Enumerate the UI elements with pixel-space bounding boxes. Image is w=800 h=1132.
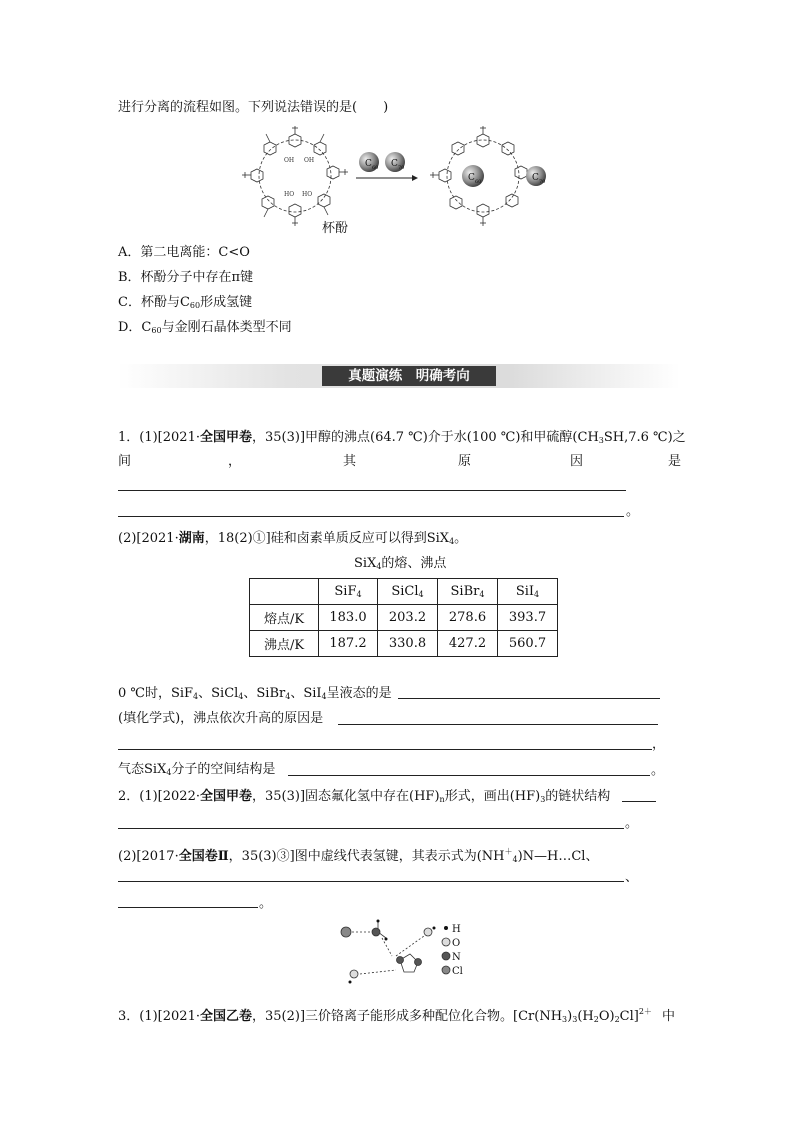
q1-shape-end: 。 (651, 763, 665, 778)
option-b: B．杯酚分子中存在π键 (118, 270, 254, 285)
n-atom (415, 959, 422, 966)
table-header: SiF$_4$ (319, 579, 378, 605)
table-cell: 427.2 (438, 631, 498, 657)
legend-cl: Cl (452, 966, 463, 977)
ho-label: HO (302, 191, 313, 198)
q2-answer-line[interactable] (118, 828, 624, 829)
q1-part2: (2)[2021·湖南，18(2)①]硅和卤素单质反应可以得到SiX$_4$。 (118, 531, 468, 546)
q2-part2-end: 。 (259, 896, 273, 911)
table-row (250, 605, 558, 631)
table-header: SiI$_4$ (498, 579, 558, 605)
q1-reason-question: (填化学式)，沸点依次升高的原因是 (118, 711, 324, 726)
q1-line1: 1．(1)[2021·全国甲卷，35(3)]甲醇的沸点(64.7 ℃)介于水(100 ℃)和甲硫醇($CH_3SH,7.6$ ℃)之 (118, 430, 686, 445)
q1-shape-answer[interactable] (288, 775, 650, 776)
melting-boiling-table (249, 578, 558, 657)
q2-part2-answer2[interactable] (118, 907, 258, 908)
h-atom (385, 938, 388, 941)
legend-n-icon (442, 952, 450, 960)
hydrogen-bond-figure (334, 916, 474, 988)
h-atom (377, 920, 380, 923)
section-banner-title: 真题演练 明确考向 (322, 366, 496, 386)
cl-atom (341, 927, 351, 937)
legend-n: N (452, 952, 461, 963)
o-atom (424, 928, 432, 936)
calixarene-figure (240, 124, 560, 240)
q2-line1: 2．(1)[2022·全国甲卷，35(3)]固态氟化氢中存在$(HF)_n$形式，画出$(HF)_3$的链状结构 (118, 789, 611, 804)
legend-o: O (452, 938, 461, 949)
q1-answer-line1[interactable] (118, 490, 626, 491)
q2-part2-sep: 、 (625, 870, 639, 885)
n-atom (372, 928, 380, 936)
ho-label: HO (284, 191, 295, 198)
c60-sub: 60 (372, 165, 379, 171)
q2-answer-inline[interactable] (622, 801, 656, 802)
h-atom (433, 927, 436, 930)
q1-answer-line2[interactable] (118, 516, 624, 517)
calixarene-label: 杯酚 (322, 221, 349, 236)
table-row (250, 631, 558, 657)
c70-free-sub: 70 (539, 179, 546, 185)
table-cell: 183.0 (319, 605, 378, 631)
q1-shape-question: 气态SiX$_4$分子的空间结构是 (118, 762, 276, 777)
table-cell: 330.8 (378, 631, 438, 657)
q1-reason-answer1[interactable] (338, 724, 658, 725)
legend-cl-icon (442, 966, 450, 974)
c60-inside-sub: 60 (475, 179, 482, 185)
n-atom (397, 957, 404, 964)
table-cell: 393.7 (498, 605, 558, 631)
q1-liquid-answer[interactable] (398, 698, 660, 699)
c70-label: C (391, 159, 398, 169)
legend-h-icon (444, 926, 448, 930)
c70-free-label: C (532, 173, 539, 183)
table-cell: 278.6 (438, 605, 498, 631)
q2-part2-line1: (2)[2017·全国卷Ⅱ，35(3)③]图中虚线代表氢键，其表示式为$(NH^+_4)N—H\dots Cl$、 (118, 847, 599, 864)
table-cell: 187.2 (319, 631, 378, 657)
q1-reason-answer2[interactable] (118, 749, 652, 750)
c70-sub: 70 (398, 165, 405, 171)
q2-part2-answer1[interactable] (118, 881, 624, 882)
table-header: SiBr$_4$ (438, 579, 498, 605)
table-header-row (250, 579, 558, 605)
c60-inside-label: C (468, 173, 475, 183)
q1-end-mark: 。 (626, 504, 640, 519)
table-row-label: 沸点/K (250, 631, 319, 657)
table-corner-cell (250, 579, 319, 605)
intro-text: 进行分离的流程如图。下列说法错误的是( ) (118, 100, 389, 115)
q2-end: 。 (625, 816, 639, 831)
c60-label: C (365, 159, 372, 169)
legend-h: H (452, 924, 461, 935)
oh-label: OH (304, 157, 315, 164)
option-a: A．第二电离能：C<O (118, 245, 250, 260)
table-header: SiCl$_4$ (378, 579, 438, 605)
option-d: D．$C_{60}$与金刚石晶体类型不同 (118, 320, 292, 335)
o-atom (350, 970, 358, 978)
q3-line1: 3．(1)[2021·全国乙卷，35(2)]三价铬离子能形成多种配位化合物。$[Cr(NH_3)_3(H_2O)_2Cl]^{2+}$ 中 (118, 1007, 675, 1024)
table-row-label: 熔点/K (250, 605, 319, 631)
table-caption: SiX$_4$的熔、沸点 (354, 556, 447, 571)
oh-label: OH (284, 157, 295, 164)
q1-liquid-question: 0 ℃时，SiF$_4$、SiCl$_4$、SiBr$_4$、SiI$_4$呈液态的是 (118, 686, 392, 701)
h-atom (349, 981, 352, 984)
q1-comma: ， (652, 737, 666, 752)
option-c: C．杯酚与$C_{60}$形成氢键 (118, 295, 253, 310)
table-cell: 560.7 (498, 631, 558, 657)
legend-o-icon (442, 938, 450, 946)
table-cell: 203.2 (378, 605, 438, 631)
calixarene-left (242, 126, 348, 226)
